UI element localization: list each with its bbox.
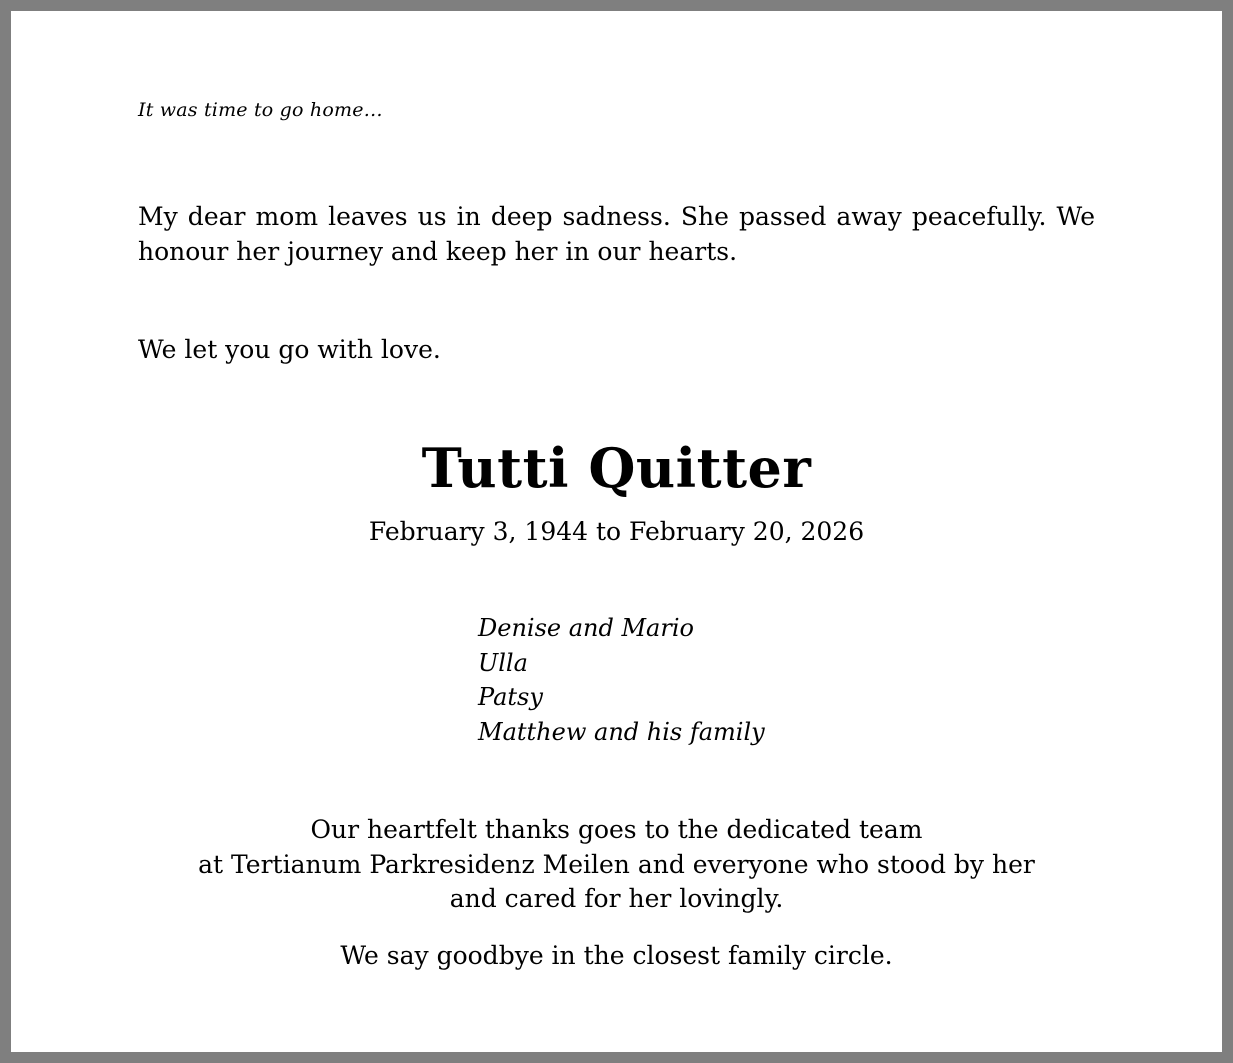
farewell-line: We let you go with love. [138, 335, 441, 364]
closing-line: We say goodbye in the closest family circle. [340, 941, 893, 970]
mourners-list [478, 611, 765, 749]
deceased-name: Tutti Quitter [421, 436, 812, 500]
obituary-page [11, 11, 1222, 1052]
thanks-line: at Tertianum Parkresidenz Meilen and everyone who stood by her [198, 849, 1035, 879]
opening-paragraph: My dear mom leaves us in deep sadness. She passed away peacefully. We honour her journey and keep her in our hearts. [138, 202, 1095, 266]
mourner-item: Matthew and his family [478, 717, 765, 746]
thanks-paragraph [11, 813, 1222, 917]
thanks-line: and cared for her lovingly. [449, 884, 784, 913]
intro-line: It was time to go home… [138, 99, 383, 121]
life-dates: February 3, 1944 to February 20, 2026 [368, 517, 865, 546]
mourner-item: Ulla [478, 648, 528, 677]
mourner-item: Patsy [478, 683, 543, 711]
viewer-border [1222, 0, 1233, 1063]
thanks-line: Our heartfelt thanks goes to the dedicated team [310, 815, 923, 844]
mourner-item: Denise and Mario [478, 614, 694, 642]
